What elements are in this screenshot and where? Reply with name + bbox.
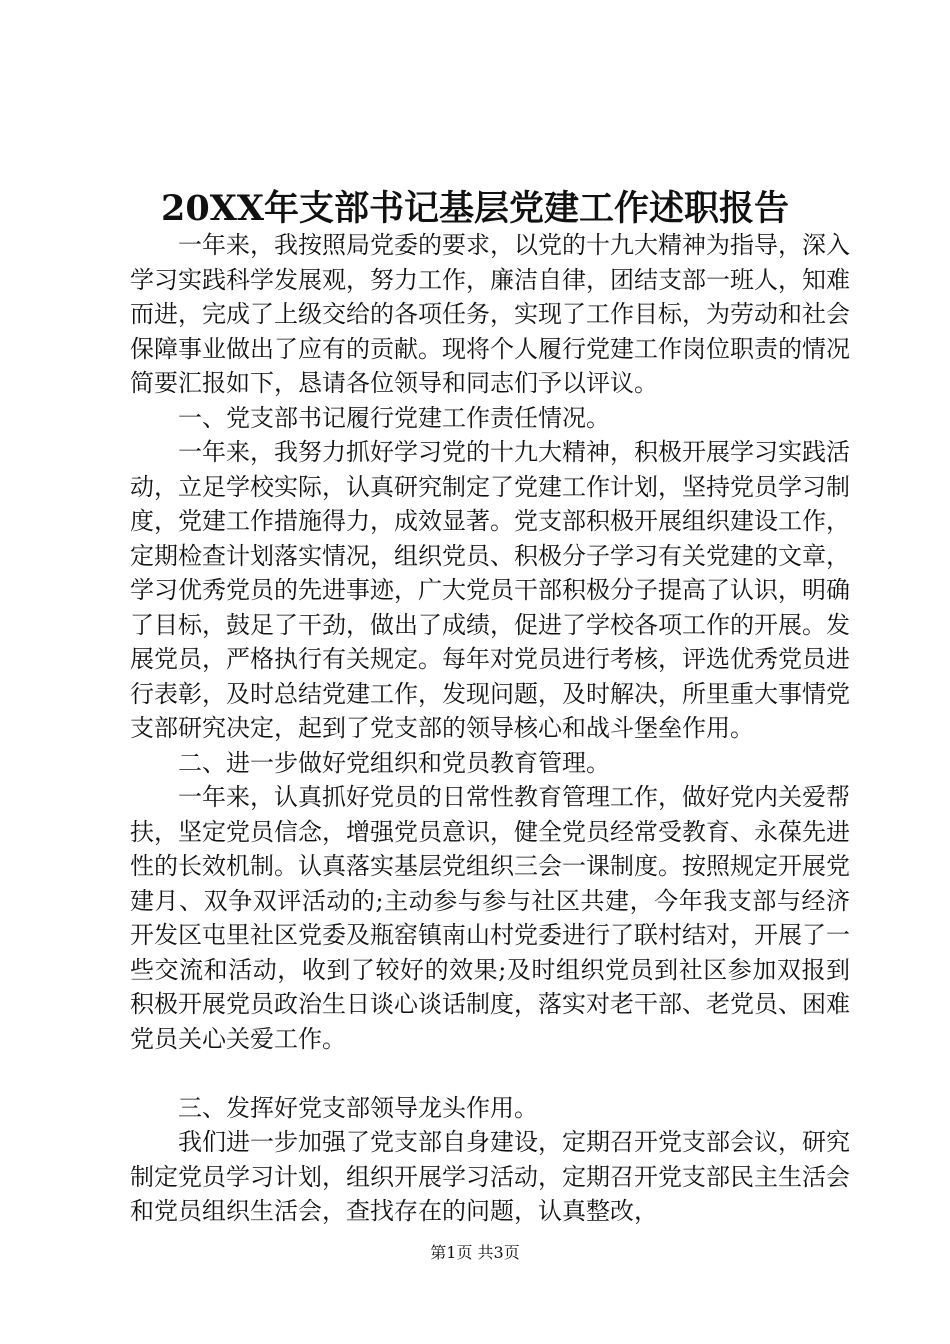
page-number-footer: 第1页 共3页	[430, 1243, 520, 1262]
section-heading-3: 三、发挥好党支部领导龙头作用。	[178, 1093, 538, 1122]
document-title: 20XX年支部书记基层党建工作述职报告	[160, 188, 790, 229]
paragraph-section-2: 一年来，认真抓好党员的日常性教育管理工作，做好党内关爱帮扶，坚定党员信念，增强党员意识，健全党员经常受教育、永葆先进性的长效机制。认真落实基层党组织三会一课制度。按照规定开展党建月、双争双评活动的;主动参与参与社区共建，今年我支部与经济开发区屯里社区党委及瓶窑镇南山村党委进行了联村结对，开展了一些交流和活动，收到了较好的效果;及时组织党员到社区参加双报到积极开展党员政治生日谈心谈话制度，落实对老干部、老党员、困难党员关心关爱工作。	[130, 783, 850, 1053]
paragraph-section-3: 我们进一步加强了党支部自身建设，定期召开党支部会议，研究制定党员学习计划，组织开展学习活动，定期召开党支部民主生活会和党员组织生活会，查找存在的问题，认真整改，	[130, 1128, 850, 1225]
section-heading-2: 二、进一步做好党组织和党员教育管理。	[178, 748, 610, 777]
paragraph-intro: 一年来，我按照局党委的要求，以党的十九大精神为指导，深入学习实践科学发展观，努力工作，廉洁自律，团结支部一班人，知难而进，完成了上级交给的各项任务，实现了工作目标，为劳动和社会保障事业做出了应有的贡献。现将个人履行党建工作岗位职责的情况简要汇报如下，恳请各位领导和同志们予以评议。	[130, 231, 850, 397]
paragraph-section-1: 一年来，我努力抓好学习党的十九大精神，积极开展学习实践活动，立足学校实际，认真研究制定了党建工作计划，坚持党员学习制度，党建工作措施得力，成效显著。党支部积极开展组织建设工作，定期检查计划落实情况，组织党员、积极分子学习有关党建的文章，学习优秀党员的先进事迹，广大党员干部积极分子提高了认识，明确了目标，鼓足了干劲，做出了成绩，促进了学校各项工作的开展。发展党员，严格执行有关规定。每年对党员进行考核，评选优秀党员进行表彰，及时总结党建工作，发现问题，及时解决，所里重大事情党支部研究决定，起到了党支部的领导核心和战斗堡垒作用。	[130, 438, 850, 742]
document-body	[130, 228, 850, 1229]
section-heading-1: 一、党支部书记履行党建工作责任情况。	[178, 403, 610, 432]
